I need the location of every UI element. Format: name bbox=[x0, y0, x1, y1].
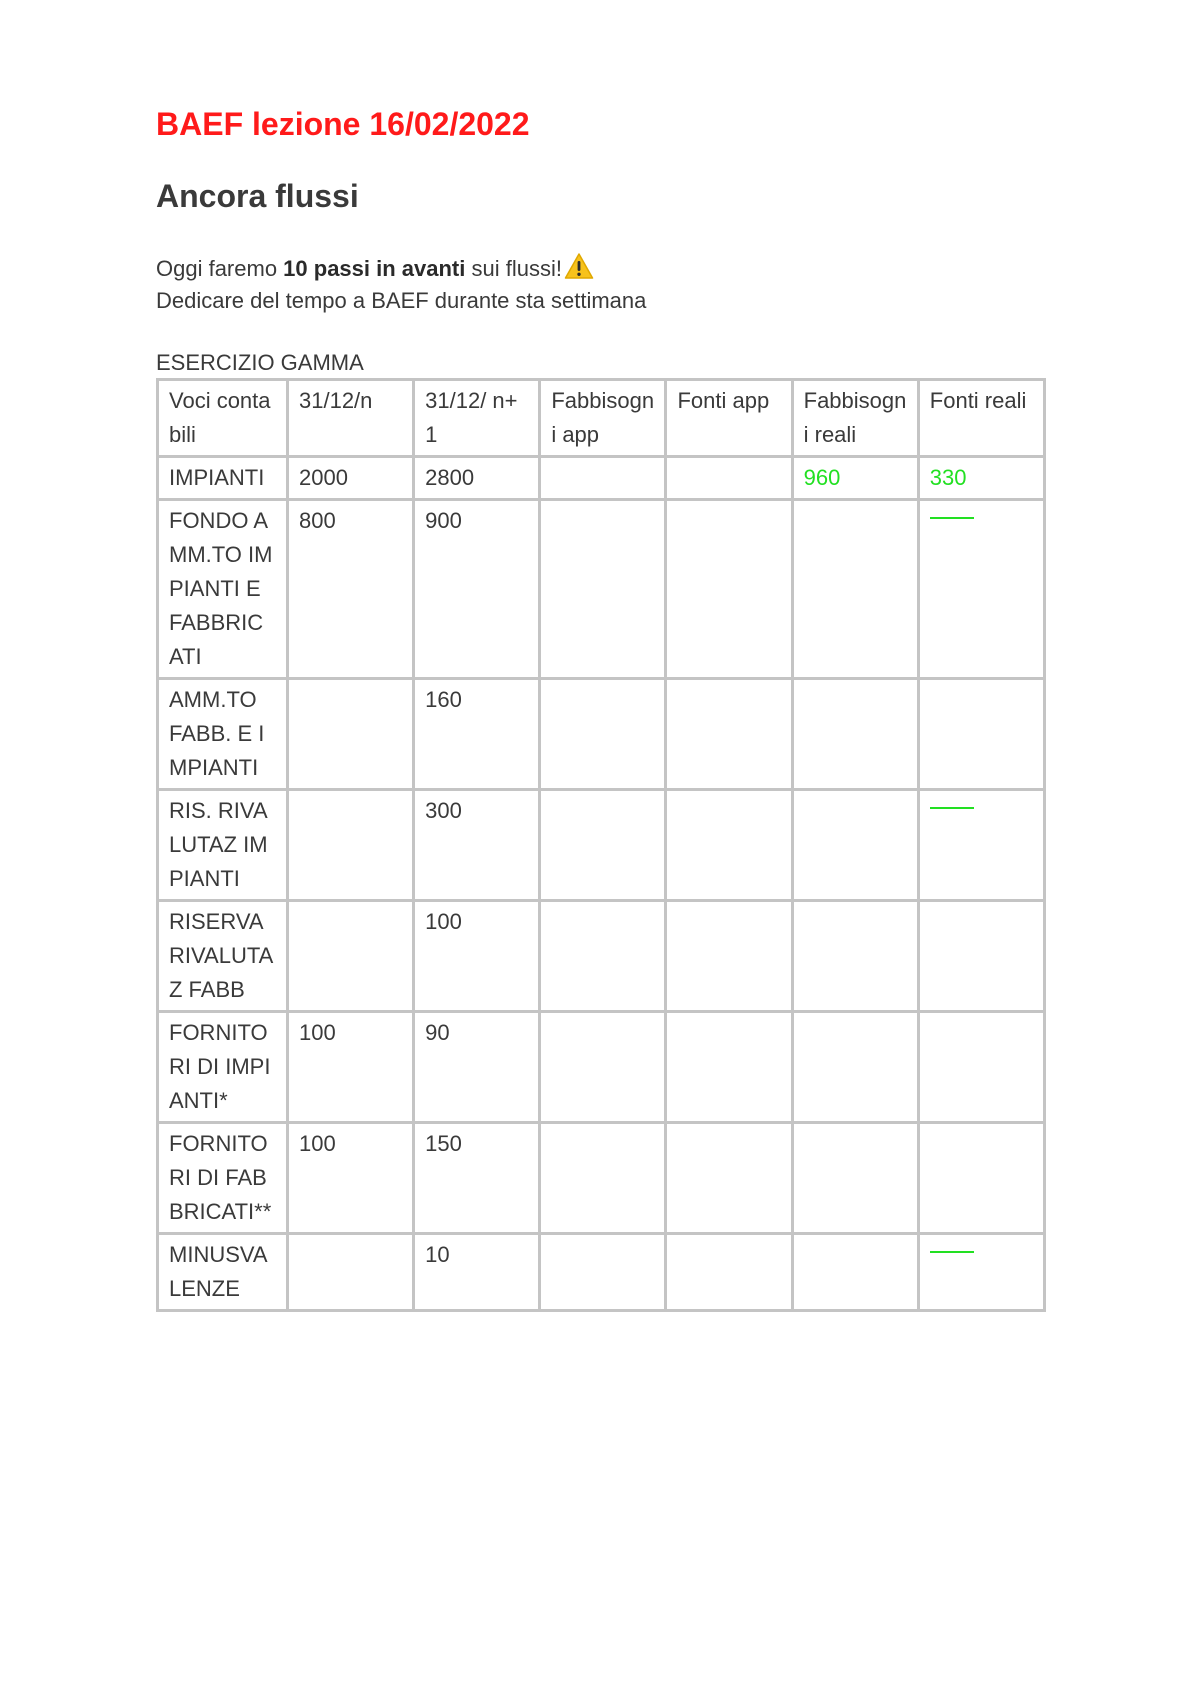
header-fonti-reali: Fonti reali bbox=[918, 380, 1044, 457]
cell-fonti-reali bbox=[918, 1012, 1044, 1123]
cell-fabbisogni-app bbox=[540, 1234, 666, 1311]
warning-icon bbox=[564, 252, 594, 280]
cell-voce: IMPIANTI bbox=[158, 457, 288, 500]
intro-paragraph bbox=[156, 252, 646, 317]
cell-fonti-app bbox=[666, 1234, 792, 1311]
cell-fonti-reali bbox=[918, 790, 1044, 901]
cell-voce: RISERVA RIVALUTAZ FABB bbox=[158, 901, 288, 1012]
cell-31-12-n1: 10 bbox=[414, 1234, 540, 1311]
cell-31-12-n1: 300 bbox=[414, 790, 540, 901]
cell-31-12-n: 800 bbox=[288, 500, 414, 679]
cell-31-12-n1: 150 bbox=[414, 1123, 540, 1234]
cell-voce: AMM.TO FABB. E IMPIANTI bbox=[158, 679, 288, 790]
cell-fabbisogni-reali bbox=[792, 679, 918, 790]
header-voci-contabili: Voci contabili bbox=[158, 380, 288, 457]
cell-fonti-app bbox=[666, 901, 792, 1012]
cell-fabbisogni-app bbox=[540, 790, 666, 901]
cell-fabbisogni-reali bbox=[792, 901, 918, 1012]
intro-text-prefix: Oggi faremo bbox=[156, 256, 284, 281]
intro-line-1 bbox=[156, 252, 646, 285]
cell-fonti-reali bbox=[918, 901, 1044, 1012]
exercise-label: ESERCIZIO GAMMA bbox=[156, 350, 364, 375]
table-row bbox=[158, 901, 1045, 1012]
green-dash-mark bbox=[930, 517, 974, 519]
cell-voce: FONDO AMM.TO IMPIANTI E FABBRICATI bbox=[158, 500, 288, 679]
table-row bbox=[158, 500, 1045, 679]
table-row bbox=[158, 679, 1045, 790]
header-fonti-app: Fonti app bbox=[666, 380, 792, 457]
table-row bbox=[158, 790, 1045, 901]
cell-fonti-reali bbox=[918, 1234, 1044, 1311]
cell-fonti-app bbox=[666, 1012, 792, 1123]
cell-31-12-n bbox=[288, 790, 414, 901]
cell-31-12-n1: 2800 bbox=[414, 457, 540, 500]
green-dash-mark bbox=[930, 1251, 974, 1253]
intro-bold-text: 10 passi in avanti bbox=[283, 256, 466, 281]
cell-voce: FORNITORI DI IMPIANTI* bbox=[158, 1012, 288, 1123]
cell-fabbisogni-reali bbox=[792, 1234, 918, 1311]
intro-text-suffix: sui flussi! bbox=[465, 256, 562, 281]
cell-fonti-app bbox=[666, 1123, 792, 1234]
table-row bbox=[158, 1234, 1045, 1311]
cell-voce: MINUSVALENZE bbox=[158, 1234, 288, 1311]
cell-fabbisogni-reali bbox=[792, 500, 918, 679]
cell-31-12-n1: 900 bbox=[414, 500, 540, 679]
cell-fabbisogni-app bbox=[540, 1012, 666, 1123]
section-title: Ancora flussi bbox=[156, 178, 359, 214]
cell-fonti-app bbox=[666, 500, 792, 679]
cell-fonti-reali bbox=[918, 679, 1044, 790]
cell-31-12-n bbox=[288, 679, 414, 790]
cell-31-12-n: 100 bbox=[288, 1123, 414, 1234]
header-fabbisogni-reali: Fabbisogni reali bbox=[792, 380, 918, 457]
cell-fabbisogni-app bbox=[540, 500, 666, 679]
cell-fabbisogni-reali bbox=[792, 1012, 918, 1123]
cell-fabbisogni-app bbox=[540, 1123, 666, 1234]
cell-fabbisogni-app bbox=[540, 679, 666, 790]
cell-fabbisogni-reali bbox=[792, 1123, 918, 1234]
cell-31-12-n1: 90 bbox=[414, 1012, 540, 1123]
cell-31-12-n1: 100 bbox=[414, 901, 540, 1012]
cell-31-12-n: 2000 bbox=[288, 457, 414, 500]
header-fabbisogni-app: Fabbisogni app bbox=[540, 380, 666, 457]
intro-line-2: Dedicare del tempo a BAEF durante sta settimana bbox=[156, 288, 647, 313]
cell-fonti-app bbox=[666, 679, 792, 790]
table-row bbox=[158, 457, 1045, 500]
header-31-12-n1: 31/12/ n+1 bbox=[414, 380, 540, 457]
table-row bbox=[158, 1123, 1045, 1234]
cell-fabbisogni-app bbox=[540, 901, 666, 1012]
cell-31-12-n: 100 bbox=[288, 1012, 414, 1123]
cell-fonti-app bbox=[666, 790, 792, 901]
cell-31-12-n bbox=[288, 901, 414, 1012]
cell-fonti-reali bbox=[918, 500, 1044, 679]
cell-fabbisogni-reali: 960 bbox=[792, 457, 918, 500]
document-title: BAEF lezione 16/02/2022 bbox=[156, 106, 530, 142]
table-header-row bbox=[158, 380, 1045, 457]
cell-voce: FORNITORI DI FABBRICATI** bbox=[158, 1123, 288, 1234]
cell-fonti-reali bbox=[918, 1123, 1044, 1234]
cell-voce: RIS. RIVALUTAZ IMPIANTI bbox=[158, 790, 288, 901]
cell-fonti-app bbox=[666, 457, 792, 500]
cell-31-12-n1: 160 bbox=[414, 679, 540, 790]
flows-table bbox=[156, 378, 1046, 1312]
green-dash-mark bbox=[930, 807, 974, 809]
cell-fabbisogni-app bbox=[540, 457, 666, 500]
cell-fabbisogni-reali bbox=[792, 790, 918, 901]
table-row bbox=[158, 1012, 1045, 1123]
cell-31-12-n bbox=[288, 1234, 414, 1311]
cell-fonti-reali: 330 bbox=[918, 457, 1044, 500]
header-31-12-n: 31/12/n bbox=[288, 380, 414, 457]
